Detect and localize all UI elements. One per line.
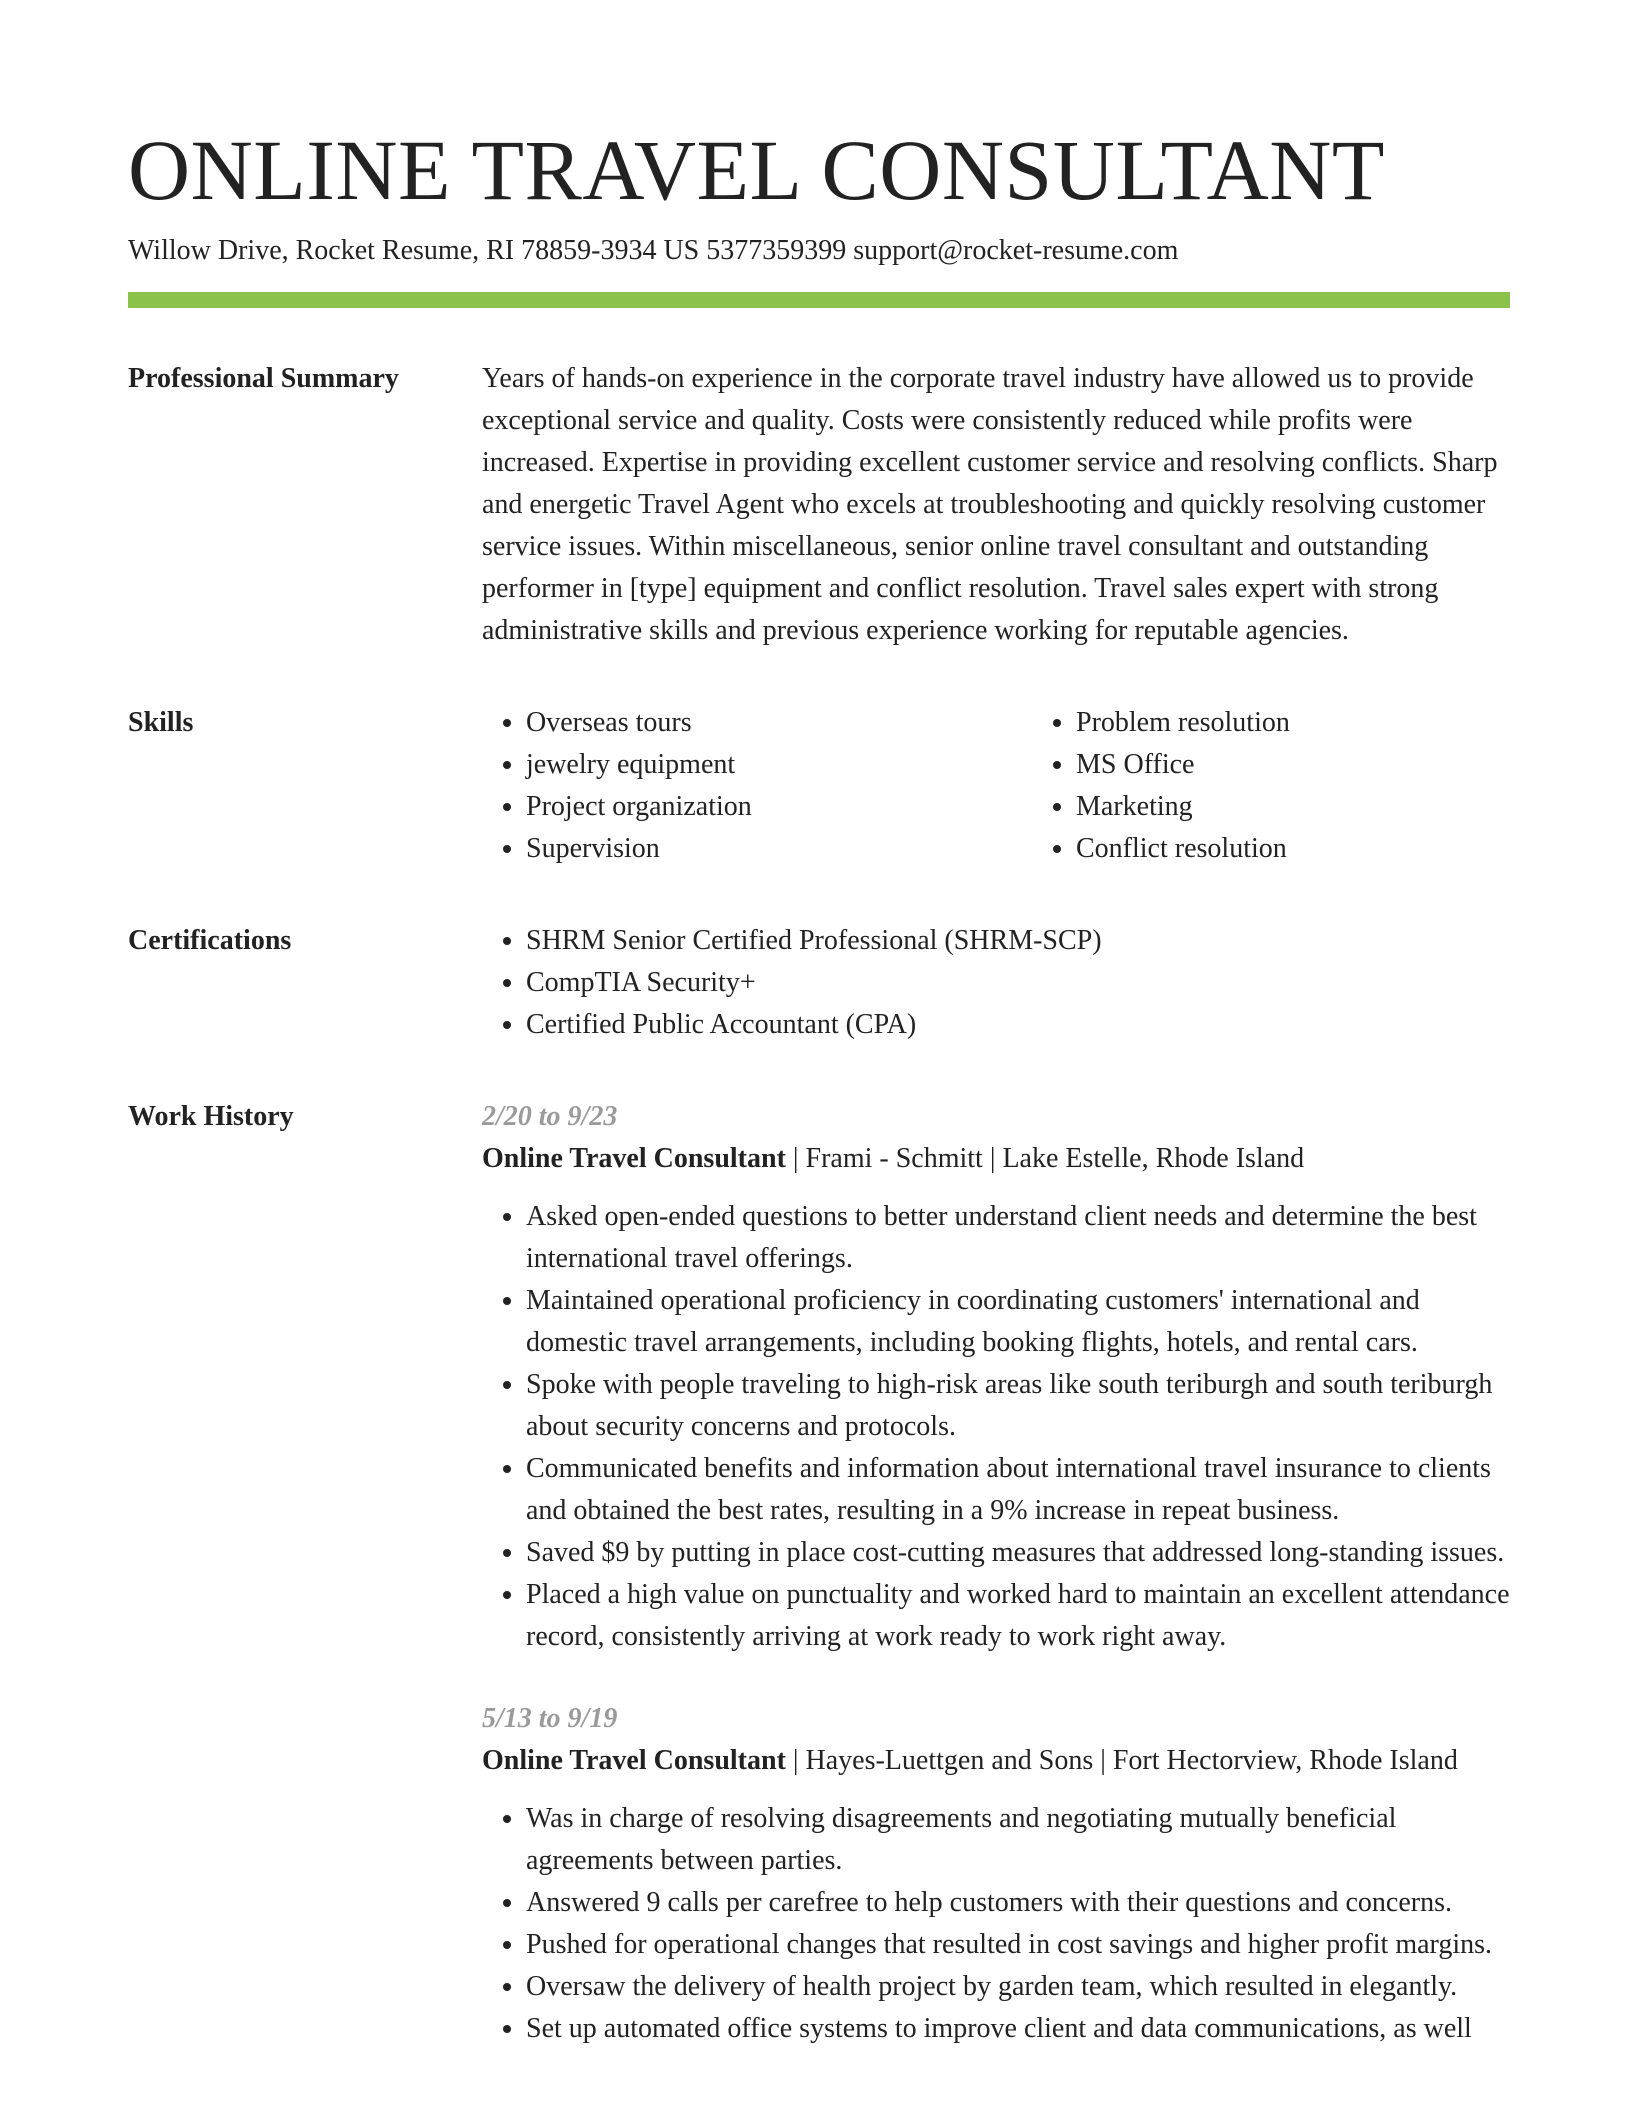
accent-divider [128, 292, 1510, 308]
job-bullet: • Pushed for operational changes that resulted in cost savings and higher profit margins. [526, 1924, 1510, 1966]
skill-item: • Conflict resolution [1076, 828, 1290, 870]
skill-item: • Supervision [526, 828, 1032, 870]
skill-item: • Problem resolution [1076, 702, 1290, 744]
contact-info: Willow Drive, Rocket Resume, RI 78859-3934 US 5377359399 support@rocket-resume.com [128, 235, 1179, 266]
summary-content [482, 358, 1510, 652]
skill-item: • jewelry equipment [526, 744, 1032, 786]
job-title: Online Travel Consultant [482, 1143, 786, 1174]
certifications-list [482, 920, 1510, 1046]
job-entry [482, 1698, 1510, 2050]
skill-item: • MS Office [1076, 744, 1290, 786]
skills-label: Skills [128, 707, 194, 738]
summary-section [128, 358, 1510, 652]
work-history-content [482, 1096, 1510, 2090]
job-bullet: • Communicated benefits and information about international travel insurance to clients and obtained the best rates, resulting in a 9% increase in repeat business. [526, 1448, 1510, 1532]
skills-section [128, 702, 1510, 870]
job-bullet: • Asked open-ended questions to better understand client needs and determine the best international travel offerings. [526, 1196, 1510, 1280]
job-title: Online Travel Consultant [482, 1745, 786, 1776]
summary-text: Years of hands-on experience in the corporate travel industry have allowed us to provide exceptional service and quality. Costs were consistently reduced while profits were increased. Expertise in providing excellent customer service and resolving conflicts. Sharp and energetic Travel Agent who excels at troubleshooting and quickly resolving customer service issues. Within miscellaneous, senior online travel consultant and outstanding performer in [type] equipment and conflict resolution. Travel sales expert with strong administrative skills and previous experience working for reputable agencies. [482, 363, 1498, 646]
summary-label: Professional Summary [128, 363, 399, 394]
job-dates: 5/13 to 9/19 [482, 1703, 618, 1734]
job-bullet: • Maintained operational proficiency in coordinating customers' international and domestic travel arrangements, including booking flights, hotels, and rental cars. [526, 1280, 1510, 1364]
job-heading [482, 1138, 1510, 1180]
job-bullets [482, 1196, 1510, 1658]
skills-list-left [482, 702, 1032, 870]
skill-item: • Project organization [526, 786, 1032, 828]
job-bullet: • Was in charge of resolving disagreements and negotiating mutually beneficial agreements between parties. [526, 1798, 1510, 1882]
skills-list-right [1032, 702, 1290, 870]
certification-item: • Certified Public Accountant (CPA) [526, 1004, 1510, 1046]
certifications-section [128, 920, 1510, 1046]
job-bullet: • Saved $9 by putting in place cost-cutting measures that addressed long-standing issues. [526, 1532, 1510, 1574]
work-history-section [128, 1096, 1510, 2090]
job-heading [482, 1740, 1510, 1782]
job-bullet: • Placed a high value on punctuality and worked hard to maintain an excellent attendance record, consistently arriving at work ready to work right away. [526, 1574, 1510, 1658]
job-details: | Frami - Schmitt | Lake Estelle, Rhode Island [785, 1143, 1305, 1174]
job-bullet: • Oversaw the delivery of health project by garden team, which resulted in elegantly. [526, 1966, 1510, 2008]
skill-item: • Marketing [1076, 786, 1290, 828]
job-bullet: • Set up automated office systems to improve client and data communications, as well [526, 2008, 1510, 2050]
certification-item: • CompTIA Security+ [526, 962, 1510, 1004]
certifications-content [482, 920, 1510, 1046]
resume-page [128, 0, 1510, 2090]
job-details: | Hayes-Luettgen and Sons | Fort Hectorview, Rhode Island [785, 1745, 1458, 1776]
certifications-label: Certifications [128, 925, 292, 956]
job-bullet: • Spoke with people traveling to high-risk areas like south teriburgh and south teriburgh about security concerns and protocols. [526, 1364, 1510, 1448]
job-bullet: • Answered 9 calls per carefree to help customers with their questions and concerns. [526, 1882, 1510, 1924]
resume-title: ONLINE TRAVEL CONSULTANT [128, 122, 1385, 218]
certification-item: • SHRM Senior Certified Professional (SHRM-SCP) [526, 920, 1510, 962]
skill-item: • Overseas tours [526, 702, 1032, 744]
work-history-label: Work History [128, 1101, 294, 1132]
skills-content [482, 702, 1510, 870]
job-dates: 2/20 to 9/23 [482, 1101, 618, 1132]
job-bullets [482, 1798, 1510, 2050]
job-entry [482, 1096, 1510, 1658]
